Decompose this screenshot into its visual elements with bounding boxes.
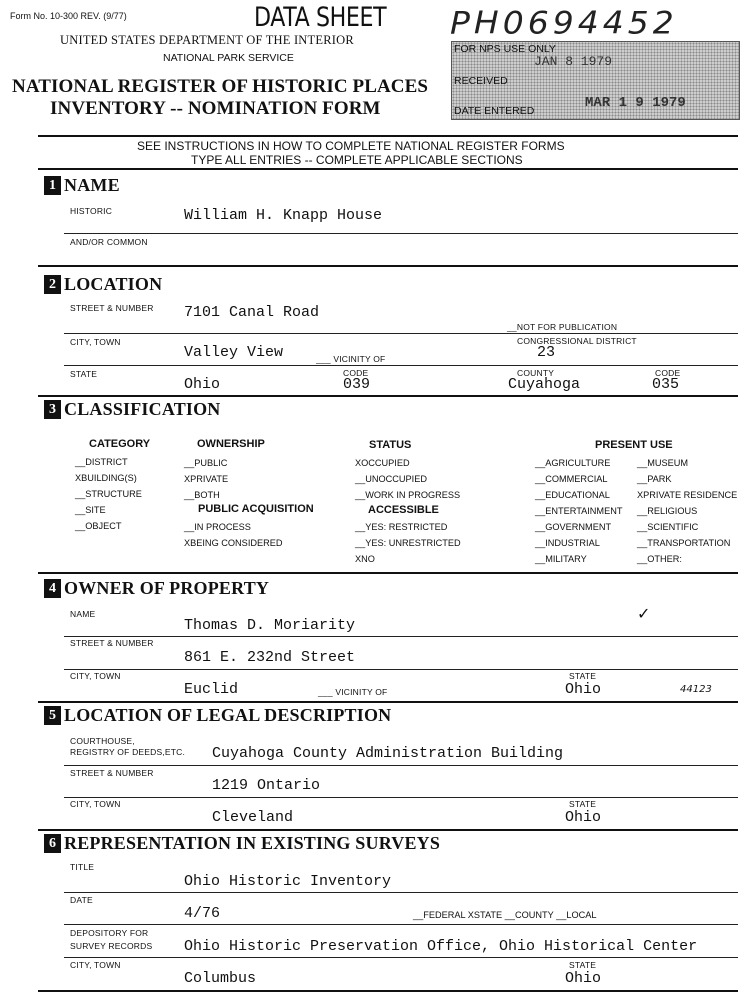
instructions-divider bbox=[38, 168, 738, 170]
status-option: XOCCUPIED bbox=[355, 458, 410, 468]
handwritten-zip: 44123 bbox=[680, 684, 712, 695]
divider bbox=[38, 572, 738, 574]
ownership-option: __PUBLIC bbox=[184, 458, 228, 468]
legal-city-value: Cleveland bbox=[212, 809, 294, 826]
handwritten-id: PH0694452 bbox=[450, 3, 678, 42]
vicinity-of: ___ VICINITY OF bbox=[316, 354, 386, 364]
section-title: NAME bbox=[64, 175, 120, 195]
category-option: __SITE bbox=[75, 505, 106, 515]
divider bbox=[64, 765, 738, 766]
category-option: XBUILDING(S) bbox=[75, 473, 137, 483]
section-number: 2 bbox=[44, 275, 61, 294]
category-option: __DISTRICT bbox=[75, 457, 128, 467]
divider bbox=[64, 957, 738, 958]
city-value: Valley View bbox=[184, 344, 284, 361]
form-title-line1: NATIONAL REGISTER OF HISTORIC PLACES bbox=[12, 76, 429, 97]
public-acquisition-heading: PUBLIC ACQUISITION bbox=[198, 503, 314, 515]
state-value: Ohio bbox=[184, 376, 221, 393]
use-option: __INDUSTRIAL bbox=[535, 538, 600, 548]
registry-label: REGISTRY OF DEEDS,ETC. bbox=[70, 747, 186, 757]
section-number: 4 bbox=[44, 579, 61, 598]
city-label: CITY, TOWN bbox=[70, 337, 121, 347]
section-title: LOCATION bbox=[64, 274, 163, 294]
category-option: __OBJECT bbox=[75, 521, 122, 531]
use-option: __ENTERTAINMENT bbox=[535, 506, 623, 516]
divider bbox=[64, 892, 738, 893]
survey-date-value: 4/76 bbox=[184, 905, 221, 922]
section-title: CLASSIFICATION bbox=[64, 399, 221, 419]
section-number: 6 bbox=[44, 834, 61, 853]
form-title-line2: INVENTORY -- NOMINATION FORM bbox=[50, 98, 381, 119]
accessible-option: XNO bbox=[355, 554, 375, 564]
section-title: REPRESENTATION IN EXISTING SURVEYS bbox=[64, 833, 441, 853]
accessible-heading: ACCESSIBLE bbox=[368, 504, 439, 516]
county-label: COUNTY bbox=[517, 368, 555, 378]
ownership-option: XPRIVATE bbox=[184, 474, 229, 484]
owner-name-label: NAME bbox=[70, 609, 96, 619]
use-option: __RELIGIOUS bbox=[637, 506, 698, 516]
owner-state-label: STATE bbox=[569, 671, 597, 681]
legal-state-label: STATE bbox=[569, 799, 597, 809]
section-5-header bbox=[44, 705, 391, 726]
survey-date-label: DATE bbox=[70, 895, 93, 905]
divider bbox=[38, 701, 738, 703]
owner-vicinity-of: ___ VICINITY OF bbox=[318, 687, 388, 697]
county-value: Cuyahoga bbox=[508, 376, 581, 393]
instructions-line1: SEE INSTRUCTIONS IN HOW TO COMPLETE NATIONAL REGISTER FORMS bbox=[137, 139, 565, 153]
use-option: __GOVERNMENT bbox=[535, 522, 612, 532]
nps-use-only-box bbox=[451, 41, 740, 120]
use-option: __AGRICULTURE bbox=[535, 458, 611, 468]
divider bbox=[38, 265, 738, 267]
check-mark: ✓ bbox=[637, 606, 651, 623]
date-entered-label: DATE ENTERED bbox=[454, 105, 535, 117]
use-option: XPRIVATE RESIDENCE bbox=[637, 490, 738, 500]
use-option: __SCIENTIFIC bbox=[637, 522, 699, 532]
section-4-header bbox=[44, 578, 269, 599]
divider bbox=[38, 829, 738, 831]
use-option: __MILITARY bbox=[535, 554, 587, 564]
received-date: JAN 8 1979 bbox=[534, 54, 613, 69]
divider bbox=[64, 669, 738, 670]
section-number: 5 bbox=[44, 706, 61, 725]
courthouse-label: COURTHOUSE, bbox=[70, 736, 135, 746]
section-number: 3 bbox=[44, 400, 61, 419]
owner-street-value: 861 E. 232nd Street bbox=[184, 649, 356, 666]
section-3-header bbox=[44, 399, 221, 420]
depository-value: Ohio Historic Preservation Office, Ohio Historical Center bbox=[184, 938, 698, 955]
common-name-label: AND/OR COMMON bbox=[70, 237, 148, 247]
owner-city-value: Euclid bbox=[184, 681, 239, 698]
service-name: NATIONAL PARK SERVICE bbox=[163, 52, 294, 64]
section-2-header bbox=[44, 274, 162, 295]
status-option: __WORK IN PROGRESS bbox=[355, 490, 461, 500]
code-label: CODE bbox=[343, 368, 369, 378]
not-for-publication: __NOT FOR PUBLICATION bbox=[507, 322, 618, 332]
historic-label: HISTORIC bbox=[70, 206, 113, 216]
section-title: LOCATION OF LEGAL DESCRIPTION bbox=[64, 705, 392, 725]
divider bbox=[64, 636, 738, 637]
street-value: 7101 Canal Road bbox=[184, 304, 320, 321]
acquisition-option: __IN PROCESS bbox=[184, 522, 251, 532]
section-number: 1 bbox=[44, 176, 61, 195]
entered-date: MAR 1 9 1979 bbox=[585, 95, 686, 111]
acquisition-option: XBEING CONSIDERED bbox=[184, 538, 283, 548]
divider bbox=[38, 395, 738, 397]
legal-street-label: STREET & NUMBER bbox=[70, 768, 154, 778]
section-6-header bbox=[44, 833, 440, 854]
divider bbox=[64, 233, 738, 234]
use-option: __COMMERCIAL bbox=[535, 474, 608, 484]
status-option: __UNOCCUPIED bbox=[355, 474, 427, 484]
use-option: __OTHER: bbox=[637, 554, 682, 564]
legal-street-value: 1219 Ontario bbox=[212, 777, 321, 794]
survey-title-label: TITLE bbox=[70, 862, 95, 872]
use-option: __EDUCATIONAL bbox=[535, 490, 610, 500]
department-name: UNITED STATES DEPARTMENT OF THE INTERIOR bbox=[60, 33, 354, 47]
code-value: 039 bbox=[343, 376, 371, 393]
divider bbox=[64, 924, 738, 925]
use-option: __TRANSPORTATION bbox=[637, 538, 731, 548]
survey-state-value: Ohio bbox=[565, 970, 602, 987]
ownership-option: __BOTH bbox=[184, 490, 220, 500]
use-option: __MUSEUM bbox=[637, 458, 689, 468]
category-heading: CATEGORY bbox=[89, 438, 151, 450]
data-sheet-title: DATA SHEET bbox=[254, 2, 387, 33]
accessible-option: __YES: UNRESTRICTED bbox=[355, 538, 461, 548]
code2-value: 035 bbox=[652, 376, 680, 393]
courthouse-value: Cuyahoga County Administration Building bbox=[212, 745, 564, 762]
divider bbox=[64, 365, 738, 366]
status-heading: STATUS bbox=[369, 439, 412, 451]
nps-box-label: FOR NPS USE ONLY bbox=[454, 43, 556, 55]
divider bbox=[64, 797, 738, 798]
owner-street-label: STREET & NUMBER bbox=[70, 638, 154, 648]
accessible-option: __YES: RESTRICTED bbox=[355, 522, 448, 532]
owner-state-value: Ohio bbox=[565, 681, 602, 698]
owner-city-label: CITY, TOWN bbox=[70, 671, 121, 681]
survey-city-value: Columbus bbox=[184, 970, 257, 987]
survey-levels: __FEDERAL XSTATE __COUNTY __LOCAL bbox=[413, 910, 597, 920]
form-number: Form No. 10-300 REV. (9/77) bbox=[10, 11, 127, 21]
section-title: OWNER OF PROPERTY bbox=[64, 578, 270, 598]
divider bbox=[64, 333, 738, 334]
legal-city-label: CITY, TOWN bbox=[70, 799, 121, 809]
survey-records-label: SURVEY RECORDS bbox=[70, 941, 153, 951]
received-label: RECEIVED bbox=[454, 75, 508, 87]
street-label: STREET & NUMBER bbox=[70, 303, 154, 313]
divider bbox=[38, 990, 738, 992]
ownership-heading: OWNERSHIP bbox=[197, 438, 265, 450]
congressional-district-label: CONGRESSIONAL DISTRICT bbox=[517, 336, 637, 346]
state-label: STATE bbox=[70, 369, 98, 379]
survey-city-label: CITY, TOWN bbox=[70, 960, 121, 970]
section-1-header bbox=[44, 175, 120, 196]
depository-label: DEPOSITORY FOR bbox=[70, 928, 149, 938]
category-option: __STRUCTURE bbox=[75, 489, 142, 499]
legal-state-value: Ohio bbox=[565, 809, 602, 826]
present-use-heading: PRESENT USE bbox=[595, 439, 673, 451]
historic-name-value: William H. Knapp House bbox=[184, 207, 383, 224]
congressional-district-value: 23 bbox=[537, 344, 556, 361]
owner-name-value: Thomas D. Moriarity bbox=[184, 617, 356, 634]
survey-title-value: Ohio Historic Inventory bbox=[184, 873, 392, 890]
header-divider bbox=[38, 135, 738, 137]
use-option: __PARK bbox=[637, 474, 672, 484]
code2-label: CODE bbox=[655, 368, 681, 378]
instructions-line2: TYPE ALL ENTRIES -- COMPLETE APPLICABLE SECTIONS bbox=[191, 153, 523, 167]
survey-state-label: STATE bbox=[569, 960, 597, 970]
